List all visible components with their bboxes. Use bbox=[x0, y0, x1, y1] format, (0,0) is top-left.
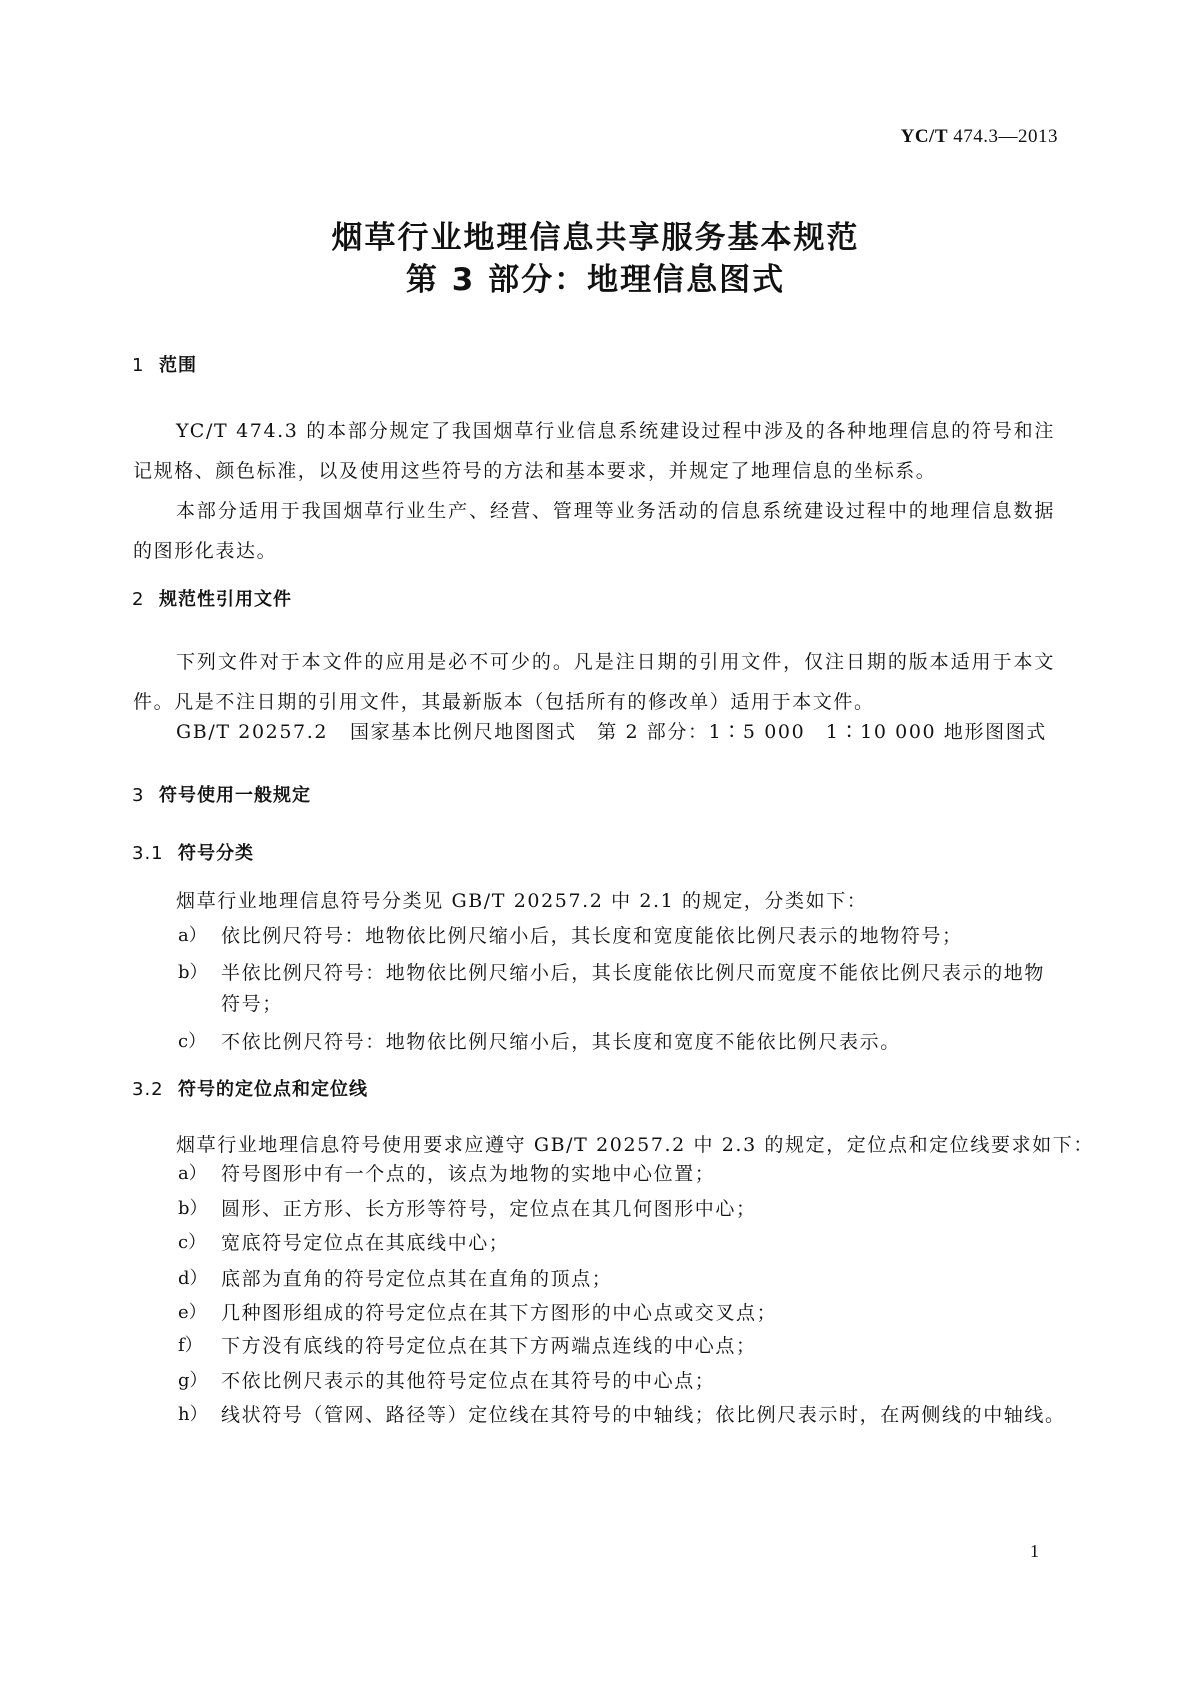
list-item-text: 半依比例尺符号：地物依比例尺缩小后，其长度能依比例尺而宽度不能依比例尺表示的地物 bbox=[221, 962, 1046, 984]
list-item-label: g） bbox=[178, 1370, 208, 1391]
list-item-label: c） bbox=[178, 1031, 207, 1052]
section-1-paragraph-1: YC/T 474.3 的本部分规定了我国烟草行业信息系统建设过程中涉及的各种地理信息的符号和注记规格、颜色标准，以及使用这些符号的方法和基本要求，并规定了地理信息的坐标系。 bbox=[133, 420, 1055, 482]
section-number: 3 bbox=[132, 785, 145, 806]
document-subtitle: 第 3 部分：地理信息图式 bbox=[405, 262, 786, 298]
list-item-label: a） bbox=[178, 1163, 207, 1184]
section-title: 符号的定位点和定位线 bbox=[178, 1079, 368, 1100]
section-number: 1 bbox=[132, 355, 145, 376]
section-3-1-intro: 烟草行业地理信息符号分类见 GB/T 20257.2 中 2.1 的规定，分类如下： bbox=[176, 890, 868, 912]
list-item-text: 不依比例尺表示的其他符号定位点在其符号的中心点； bbox=[221, 1370, 716, 1392]
list-item-text: 宽底符号定位点在其底线中心； bbox=[221, 1232, 510, 1254]
section-title: 规范性引用文件 bbox=[159, 589, 292, 610]
section-3-heading bbox=[132, 781, 311, 807]
list-item-label: h） bbox=[178, 1404, 208, 1425]
page-number: 1 bbox=[1030, 1541, 1039, 1561]
section-3-2-heading bbox=[132, 1075, 368, 1101]
list-item-label: e） bbox=[178, 1302, 207, 1323]
section-title: 范围 bbox=[159, 355, 197, 376]
standard-number: 474.3—2013 bbox=[953, 126, 1058, 147]
list-item-label: a） bbox=[178, 925, 207, 946]
section-2-heading bbox=[132, 585, 292, 611]
section-number: 3.1 bbox=[132, 843, 164, 864]
section-3-2-intro: 烟草行业地理信息符号使用要求应遵守 GB/T 20257.2 中 2.3 的规定，定位点和定位线要求如下： bbox=[176, 1134, 1094, 1156]
section-1-paragraph-2: 本部分适用于我国烟草行业生产、经营、管理等业务活动的信息系统建设过程中的地理信息数据的图形化表达。 bbox=[133, 500, 1055, 562]
list-item-text: 依比例尺符号：地物依比例尺缩小后，其长度和宽度能依比例尺表示的地物符号； bbox=[221, 925, 963, 947]
list-item-text: 符号图形中有一个点的，该点为地物的实地中心位置； bbox=[221, 1163, 716, 1185]
section-3-1-heading bbox=[132, 839, 254, 865]
list-item-text: 线状符号（管网、路径等）定位线在其符号的中轴线；依比例尺表示时，在两侧线的中轴线。 bbox=[221, 1404, 1066, 1426]
section-1-heading bbox=[132, 351, 197, 377]
list-item-text: 不依比例尺符号：地物依比例尺缩小后，其长度和宽度不能依比例尺表示。 bbox=[221, 1031, 901, 1053]
section-title: 符号分类 bbox=[178, 843, 254, 864]
document-title: 烟草行业地理信息共享服务基本规范 bbox=[331, 220, 860, 256]
section-2-paragraph: 下列文件对于本文件的应用是必不可少的。凡是注日期的引用文件，仅注日期的版本适用于本文件。凡是不注日期的引用文件，其最新版本（包括所有的修改单）适用于本文件。 bbox=[133, 651, 1055, 713]
list-item-label: b） bbox=[178, 1198, 208, 1219]
list-item-label: b） bbox=[178, 962, 208, 983]
reference-code: GB/T 20257.2 bbox=[176, 721, 329, 743]
section-number: 3.2 bbox=[132, 1079, 164, 1100]
list-item-label: c） bbox=[178, 1232, 207, 1253]
section-title: 符号使用一般规定 bbox=[159, 785, 311, 806]
section-number: 2 bbox=[132, 589, 145, 610]
reference-title: 国家基本比例尺地图图式 第 2 部分：1∶5 000 1∶10 000 地形图图式 bbox=[350, 721, 1047, 743]
standard-prefix: YC/T bbox=[900, 126, 948, 147]
normative-reference bbox=[176, 712, 1047, 752]
list-item-text: 几种图形组成的符号定位点在其下方图形的中心点或交叉点； bbox=[221, 1302, 778, 1324]
list-item-text-continued: 符号； bbox=[221, 993, 283, 1015]
list-item-text: 底部为直角的符号定位点其在直角的顶点； bbox=[221, 1268, 613, 1290]
list-item-text: 下方没有底线的符号定位点在其下方两端点连线的中心点； bbox=[221, 1335, 757, 1357]
standard-code bbox=[0, 126, 1058, 148]
list-item-label: d） bbox=[178, 1268, 208, 1289]
list-item-label: f） bbox=[178, 1335, 203, 1356]
list-item-text: 圆形、正方形、长方形等符号，定位点在其几何图形中心； bbox=[221, 1198, 757, 1220]
